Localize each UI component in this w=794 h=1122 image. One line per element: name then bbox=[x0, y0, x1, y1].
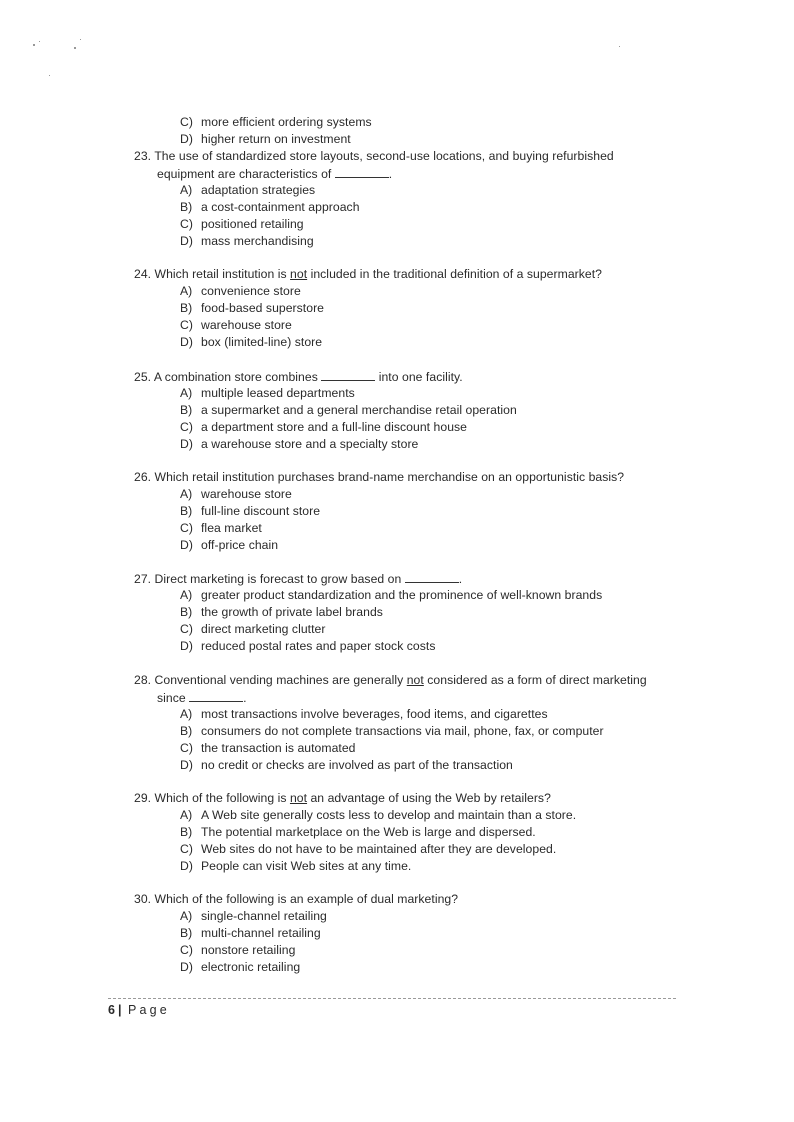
question-28-stem-continued: since . bbox=[157, 691, 247, 705]
option-b: B) a cost-containment approach bbox=[180, 200, 360, 214]
option-d: D) mass merchandising bbox=[180, 234, 314, 248]
option-b: B) food-based superstore bbox=[180, 301, 325, 315]
option-a: A) A Web site generally costs less to develop and maintain than a store. bbox=[180, 808, 577, 822]
option-c: C) Web sites do not have to be maintained after they are developed. bbox=[180, 842, 557, 856]
question-23-stem-continued: equipment are characteristics of . bbox=[157, 167, 393, 181]
question-23-stem: 23. The use of standardized store layouts, second-use locations, and buying refurbished bbox=[134, 149, 614, 163]
option-d: D) People can visit Web sites at any time. bbox=[180, 859, 412, 873]
option-b: B) consumers do not complete transactions via mail, phone, fax, or computer bbox=[180, 724, 604, 738]
option-a: A) most transactions involve beverages, food items, and cigarettes bbox=[180, 707, 548, 721]
option-d: D) box (limited-line) store bbox=[180, 335, 323, 349]
option-a: A) single-channel retailing bbox=[180, 909, 327, 923]
question-30-stem: 30. Which of the following is an example of dual marketing? bbox=[134, 892, 459, 906]
option-c: C) positioned retailing bbox=[180, 217, 304, 231]
page-number: 6 bbox=[108, 1003, 115, 1017]
question-24-stem: 24. Which retail institution is not included in the traditional definition of a supermarket? bbox=[134, 267, 602, 281]
option-b: B) a supermarket and a general merchandise retail operation bbox=[180, 403, 517, 417]
answer-blank bbox=[321, 369, 375, 381]
option-c: C) flea market bbox=[180, 521, 262, 535]
option-d: D) higher return on investment bbox=[180, 132, 351, 146]
option-d: D) a warehouse store and a specialty store bbox=[180, 437, 419, 451]
option-d: D) no credit or checks are involved as part of the transaction bbox=[180, 758, 513, 772]
option-b: B) the growth of private label brands bbox=[180, 605, 383, 619]
question-25-stem: 25. A combination store combines into one facility. bbox=[134, 370, 463, 384]
option-a: A) adaptation strategies bbox=[180, 183, 316, 197]
option-c: C) nonstore retailing bbox=[180, 943, 296, 957]
option-d: D) off-price chain bbox=[180, 538, 279, 552]
answer-blank bbox=[335, 166, 389, 178]
option-d: D) electronic retailing bbox=[180, 960, 301, 974]
option-b: B) full-line discount store bbox=[180, 504, 321, 518]
option-c: C) more efficient ordering systems bbox=[180, 115, 372, 129]
option-d: D) reduced postal rates and paper stock costs bbox=[180, 639, 436, 653]
answer-blank bbox=[405, 571, 459, 583]
question-28-stem: 28. Conventional vending machines are generally not considered as a form of direct marketing bbox=[134, 673, 647, 687]
option-a: A) warehouse store bbox=[180, 487, 292, 501]
option-b: B) The potential marketplace on the Web is large and dispersed. bbox=[180, 825, 536, 839]
option-c: C) direct marketing clutter bbox=[180, 622, 326, 636]
question-26-stem: 26. Which retail institution purchases brand-name merchandise on an opportunistic basis? bbox=[134, 470, 625, 484]
question-29-stem: 29. Which of the following is not an advantage of using the Web by retailers? bbox=[134, 791, 551, 805]
option-a: A) multiple leased departments bbox=[180, 386, 355, 400]
option-c: C) the transaction is automated bbox=[180, 741, 356, 755]
option-c: C) warehouse store bbox=[180, 318, 292, 332]
option-a: A) convenience store bbox=[180, 284, 301, 298]
option-b: B) multi-channel retailing bbox=[180, 926, 321, 940]
footer-divider bbox=[108, 998, 676, 999]
page-footer bbox=[108, 1003, 170, 1018]
question-27-stem: 27. Direct marketing is forecast to grow based on . bbox=[134, 572, 463, 586]
option-c: C) a department store and a full-line discount house bbox=[180, 420, 467, 434]
page-word: Page bbox=[127, 1003, 170, 1017]
page-separator: | bbox=[117, 1003, 122, 1017]
answer-blank bbox=[189, 690, 243, 702]
option-a: A) greater product standardization and the prominence of well-known brands bbox=[180, 588, 603, 602]
